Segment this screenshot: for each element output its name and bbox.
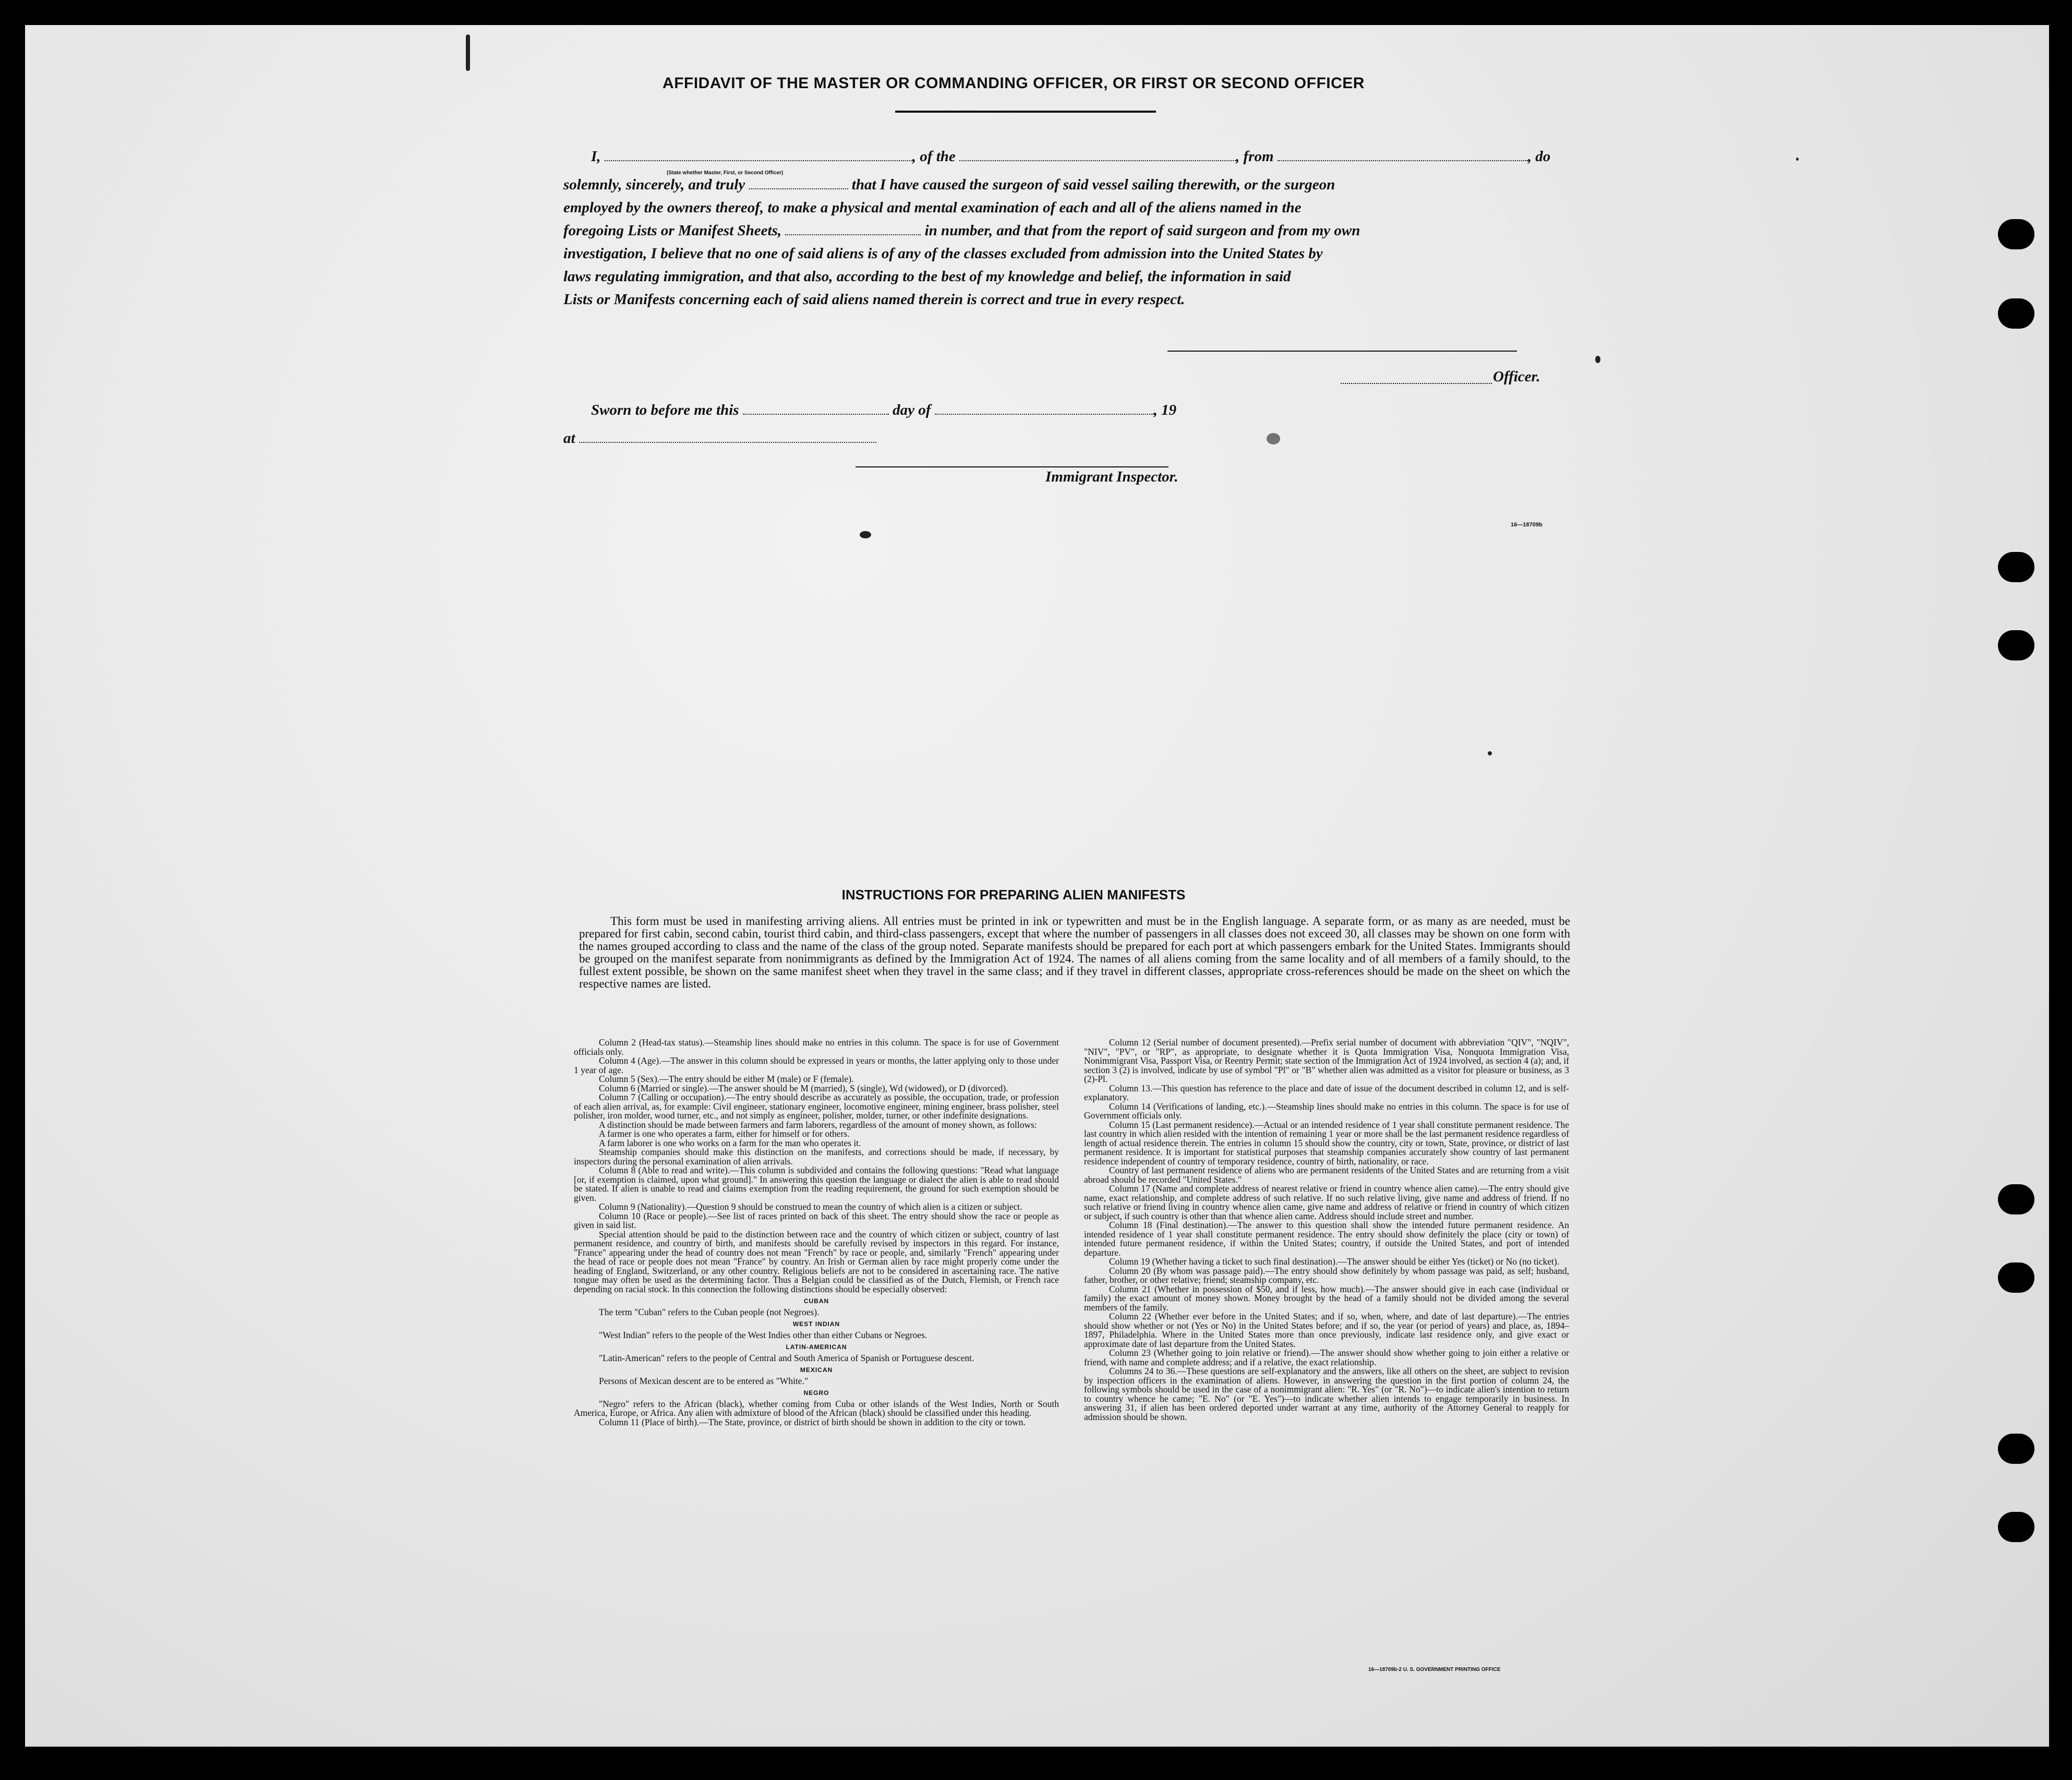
affidavit-line4-a: foregoing Lists or Manifest Sheets, [563,222,782,239]
binding-hole [1998,1262,2034,1293]
day-of-text: day of [893,402,931,418]
number-blank[interactable] [785,234,921,235]
west-indian-text: "West Indian" refers to the people of the West Indies other than either Cubans or Negroes. [599,1329,927,1340]
instructions-right-column [1084,1038,1569,1422]
instruction-paragraph: Column 13.—This question has reference to the place and date of issue of the document described in column 12, and is self-explanatory. [1084,1083,1569,1102]
manifest-sheet [25,25,2049,1747]
negro-heading: NEGRO [803,1389,829,1397]
affidavit-line-2 [563,176,1335,194]
scan-mark [466,34,470,71]
ink-spot [1796,158,1799,161]
instructions-left-column [574,1038,1059,1427]
affidavit-line-3: employed by the owners thereof, to make a physical and mental examination of each and all of the aliens named in the [563,199,1302,216]
column-11-text: Column 11 (Place of birth).—The State, province, or district of birth should be shown in addition to the city or town. [599,1416,1026,1427]
affidavit-line-1 [591,148,1550,165]
sworn-line [591,402,1176,419]
instruction-paragraph: Column 14 (Verifications of landing, etc.).—Steamship lines should make no entries in this column. The space is for use of Government officials only. [1084,1101,1569,1121]
form-code: 16—18709b [1511,522,1543,528]
mexican-heading: MEXICAN [800,1366,833,1374]
instruction-paragraph: Column 15 (Last permanent residence).—Actual or an intended residence of 1 year shall constitute permanent residence. The last country in which alien resided with the intention of remaining 1 year or more shall be the last permanent residence regardless of length of actual residence therein. The entries in column 15 should show the country, city or town, State, province, or district of last permanent residence. It is important for statistical purposes that steamship companies accurately show country of last permanent residence independent of country of temporary residence, country of birth, nationality, or race. [1084,1119,1569,1166]
affidavit-line-5: investigation, I believe that no one of said aliens is of any of the classes excluded from admission into the United States by [563,245,1323,262]
instructions-intro: This form must be used in manifesting arriving aliens. All entries must be printed in ink or typewritten and must be in the English language. A separate form, or as many as are needed, must be prepared for first cabin, second cabin, tourist third cabin, and third-class passengers, except that where the number of passengers in all classes does not exceed 30, all classes may be shown on one form with the names grouped according to class and the name of the class of the group noted. Separate manifests should be prepared for each port at which passengers embark for the United States. Immigrants should be grouped on the manifest separate from nonimmigrants as defined by the Immigration Act of 1924. The names of all aliens coming from the same locality and of all members of a family should, to the fullest extent possible, be shown on the same manifest sheet when they travel in the same class; and if they travel in different classes, appropriate cross-references should be made on the sheet on which the respective names are listed. [579,915,1570,990]
instruction-paragraph: Column 9 (Nationality).—Question 9 should be construed to mean the country of which alien is a citizen or subject. [599,1201,1022,1212]
ink-spot [860,531,871,538]
affidavit-line-6: laws regulating immigration, and that also, according to the best of my knowledge and belief, the information in said [563,268,1291,285]
sworn-month-blank[interactable] [935,414,1154,415]
instruction-paragraph: Column 17 (Name and complete address of nearest relative or friend in country whence alien came).—The entry should give name, exact relationship, and complete address of such relative. If no such relative living, give name and address of friend. If no such relative or friend living in country whence alien came, give name and address of relative or friend in country of which citizen or subject, if such country is other than that whence alien came. Address should include street and number. [1084,1183,1569,1221]
rank-caption: (State whether Master, First, or Second Officer) [667,170,784,176]
affidavit-title: AFFIDAVIT OF THE MASTER OR COMMANDING OFFICER, OR FIRST OR SECOND OFFICER [662,75,1365,92]
cuban-heading: CUBAN [803,1297,829,1305]
instruction-paragraph: Column 7 (Calling or occupation).—The entry should describe as accurately as possible, the occupation, trade, or profession of each alien arrival, as, for example: Civil engineer, stationary engineer, locomotive engineer, mining engineer, brass polisher, steel polisher, iron molder, wood turner, etc., and not simply as engineer, polisher, molder, turner, or other indefinite designations. [574,1092,1059,1121]
binding-hole [1998,298,2034,329]
instructions-title: INSTRUCTIONS FOR PREPARING ALIEN MANIFESTS [841,887,1186,903]
signature-line[interactable] [1167,351,1517,352]
binding-hole [1998,630,2034,660]
binding-hole [1998,552,2034,582]
instruction-paragraph: Column 6 (Married or single).—The answer should be M (married), S (single), Wd (widowed), or D (divorced). [599,1083,1008,1093]
instruction-paragraph: Column 2 (Head-tax status).—Steamship lines should make no entries in this column. The space is for use of Government officials only. [574,1037,1059,1057]
ink-spot [1267,433,1280,444]
instruction-paragraph: Column 21 (Whether in possession of $50, and if less, how much).—The answer should give in each case (individual or family) the exact amount of money shown. Money brought by the head of a family should not be divided among the several members of the family. [1084,1283,1569,1313]
latin-american-text: "Latin-American" refers to the people of Central and South America of Spanish or Portuguese descent. [599,1352,974,1363]
instruction-paragraph: Column 5 (Sex).—The entry should be either M (male) or F (female). [599,1074,854,1084]
swear-blank[interactable] [749,188,848,189]
year-prefix: , 19 [1153,402,1177,418]
instruction-paragraph: Columns 24 to 36.—These questions are self-explanatory and the answers, like all others on the sheet, are subject to revision by inspection officers in the examination of aliens. However, in answering the question in the first portion of column 24, the following symbols should be used in the case of a nonimmigrant alien: "R. Yes" (or "R. No")—to indicate alien's intention to return to country whence he came; "E. No" (or "E. Yes")—to indicate whether alien intends to engage temporarily in business. In answering 31, if alien has been ordered deported under warrant at any time, authority of the Attorney General to reapply for admission should be shown. [1084,1366,1569,1422]
binding-hole [1998,1434,2034,1464]
ink-spot [1595,356,1600,363]
instruction-paragraph: Column 8 (Able to read and write).—This column is subdivided and contains the following questions: "Read what language [or, if exemption is claimed, upon what ground]." In answering this question the language or dialect the alien is able to read should be stated. If alien is unable to read and claims exemption from the reading requirement, the ground for such exemption should be given. [574,1165,1059,1203]
instruction-paragraph: Steamship companies should make this distinction on the manifests, and corrections should be made, if necessary, by inspectors during the personal examination of alien arrivals. [574,1147,1059,1166]
sworn-day-blank[interactable] [743,414,889,415]
officer-label: Officer. [1493,368,1540,385]
port-from-blank[interactable] [1278,160,1528,161]
west-indian-heading: WEST INDIAN [792,1320,840,1328]
affidavit-line2-b: that I have caused the surgeon of said vessel sailing therewith, or the surgeon [851,176,1335,193]
affidavit-line2-a: solemnly, sincerely, and truly [563,176,745,193]
instruction-paragraph: A farmer is one who operates a farm, either for himself or for others. [599,1128,850,1139]
affidavit-of-the: , of the [912,148,956,165]
sworn-text: Sworn to before me this [591,402,739,418]
affidavit-do: , do [1527,148,1551,165]
officer-rank-blank[interactable] [605,160,912,161]
officer-signature-line[interactable] [1341,383,1492,384]
instruction-paragraph: Column 20 (By whom was passage paid).—The entry should show definitely by whom passage was paid, as self; husband, father, brother, or other relative; friend; steamship company, etc. [1084,1265,1569,1285]
instruction-paragraph: Column 12 (Serial number of document presented).—Prefix serial number of document with abbreviation "QIV", "NQIV", "NIV", "PV", or "RP", as appropriate, to designate whether it is Quota Immigration Visa, Nonquota Immigration Visa, Nonimmigrant Visa, Passport Visa, or Reentry Permit; state section of the Immigration Act of 1924 involved, as section 4 (a); and, if section 3 (2) is involved, indicate by use of symbol "Pl" or "B" whether alien was admitted as a visitor for pleasure or business, as 3 (2)-Pl. [1084,1037,1569,1084]
instruction-paragraph: Column 22 (Whether ever before in the United States; and if so, when, where, and date of last departure).—The entries should show whether or not (Yes or No) in the United States before; and if so, the year (or period of years) and place, as, 1894–1897, Philadelphia. Where in the United States more than once previously, indicate last residence only, and give exact or approximate date of last departure from the United States. [1084,1311,1569,1349]
at-line [563,430,876,447]
negro-text: "Negro" refers to the African (black), whether coming from Cuba or other islands of the West Indies, North or South America, Europe, or Africa. Any alien with admixture of blood of the African (black) should be classified under this heading. [574,1398,1059,1418]
instruction-paragraph: A farm laborer is one who works on a farm for the man who operates it. [599,1137,861,1148]
instruction-paragraph: Column 10 (Race or people).—See list of races printed on back of this sheet. The entry should show the race or people as given in said list. [574,1210,1059,1230]
inspector-signature-line[interactable] [856,466,1168,467]
cuban-text: The term "Cuban" refers to the Cuban people (not Negroes). [599,1306,820,1317]
binding-hole [1998,1512,2034,1542]
title-underline [895,111,1156,113]
mexican-text: Persons of Mexican descent are to be entered as "White." [599,1375,809,1386]
instruction-paragraph: Special attention should be paid to the distinction between race and the country of which citizen or subject, country of last permanent residence, and country of birth, and manifests should be carefully revised by inspectors in this regard. For instance, "France" appearing under the head of country does not mean "French" by race or people, and, similarly "French" appearing under the head of race or people does not mean "France" by country. An Irish or German alien by race might properly come under the heading of England, Switzerland, or any other country. Religious beliefs are not to be considered in ascertaining race. The native tongue may often be used as the determining factor. Thus a Belgian could be classified as of the Dutch, Flemish, or French race depending on racial stock. In this connection the following distinctions should be especially observed: [574,1229,1059,1294]
binding-hole [1998,219,2034,249]
affidavit-line4-b: in number, and that from the report of said surgeon and from my own [924,222,1360,239]
instruction-paragraph: Column 23 (Whether going to join relative or friend).—The answer should show whether going to join either a relative or friend, with name and complete address; and if a relative, the exact relationship. [1084,1348,1569,1367]
affidavit-from: , from [1236,148,1274,165]
affidavit-i: I, [591,148,601,165]
inspector-label: Immigrant Inspector. [1045,468,1178,485]
binding-hole [1998,1184,2034,1214]
instruction-paragraph: Column 18 (Final destination).—The answer to this question shall show the intended future permanent residence. An intended residence of 1 year shall constitute permanent residence. The entry should show definitely the place (city or town) of intended future permanent residence, if within the United States; country, if outside the United States, and port of intended departure. [1084,1220,1569,1258]
at-label: at [563,430,575,447]
vessel-name-blank[interactable] [959,160,1236,161]
ink-spot [1488,751,1492,755]
affidavit-line-4 [563,222,1360,239]
instruction-paragraph: A distinction should be made between farmers and farm laborers, regardless of the amount of money shown, as follows: [599,1119,1037,1130]
instruction-paragraph: Column 19 (Whether having a ticket to such final destination).—The answer should be either Yes (ticket) or No (no ticket). [1109,1256,1560,1267]
instruction-paragraph: Country of last permanent residence of aliens who are permanent residents of the United States and are returning from a visit abroad should be recorded "United States." [1084,1165,1569,1185]
instruction-paragraph: Column 4 (Age).—The answer in this column should be expressed in years or months, the latter applying only to those under 1 year of age. [574,1055,1059,1075]
at-place-blank[interactable] [579,442,876,443]
latin-american-heading: LATIN-AMERICAN [786,1343,847,1351]
printing-office-code: 16—18709b-2 U. S. GOVERNMENT PRINTING OFFICE [1368,1667,1501,1673]
affidavit-line-7: Lists or Manifests concerning each of said aliens named therein is correct and true in every respect. [563,291,1185,308]
